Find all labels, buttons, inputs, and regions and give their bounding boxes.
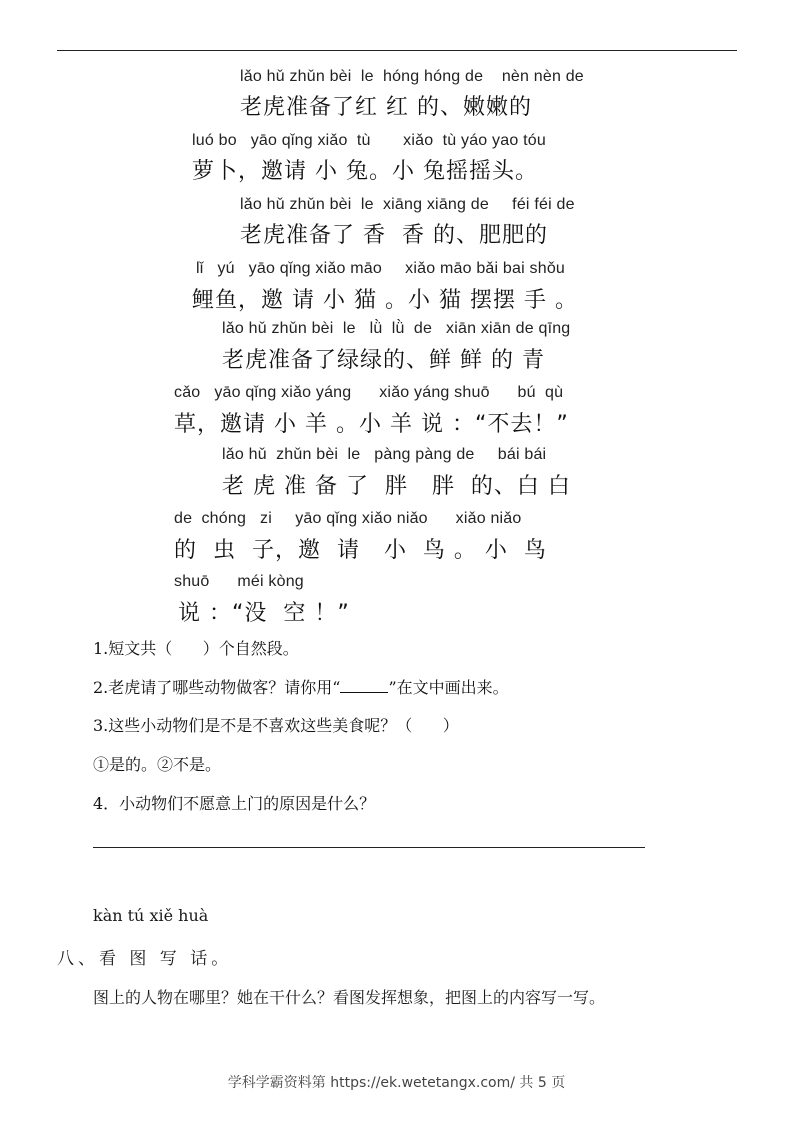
question-2-text-before: 2.老虎请了哪些动物做客？请你用“: [93, 678, 341, 697]
pinyin-line-2: luó bo yāo qǐng xiǎo tù xiǎo tù yáo yao tóu: [192, 132, 546, 149]
hanzi-line-1: 老虎准备了红 红 的、嫩嫩的: [240, 95, 532, 120]
section-8-prompt: 图上的人物在哪里？她在干什么？看图发挥想象，把图上的内容写一写。: [93, 988, 606, 1007]
question-1: 1.短文共（ ）个自然段。: [93, 639, 299, 658]
pinyin-line-1: lǎo hǔ zhǔn bèi le hóng hóng de nèn nèn de: [240, 68, 584, 85]
pinyin-line-6: cǎo yāo qǐng xiǎo yáng xiǎo yáng shuō bú qù: [174, 384, 564, 401]
pinyin-line-9: shuō méi kòng: [174, 573, 304, 590]
pinyin-line-4: lǐ yú yāo qǐng xiǎo māo xiǎo māo bǎi bai shǒu: [196, 260, 566, 277]
question-2-text-after: ”在文中画出来。: [388, 678, 509, 697]
answer-line[interactable]: [93, 847, 645, 848]
section-8-title: 八、看 图 写 话。: [57, 949, 233, 969]
pinyin-line-5: lǎo hǔ zhǔn bèi le lǜ lǜ de xiān xiān de qīng: [222, 320, 571, 337]
pinyin-line-3: lǎo hǔ zhǔn bèi le xiāng xiāng de féi féi de: [240, 196, 575, 213]
question-3: 3.这些小动物们是不是不喜欢这些美食呢？（ ）: [93, 716, 459, 735]
hanzi-line-2: 萝卜，邀请 小 兔。小 兔摇摇头。: [192, 159, 538, 184]
question-3-options: ①是的。②不是。: [93, 755, 222, 774]
hanzi-line-8: 的 虫 子，邀 请 小 鸟 。 小 鸟: [174, 538, 547, 563]
hanzi-line-5: 老虎准备了绿绿的、鲜 鲜 的 青: [222, 348, 545, 373]
section-8-pinyin: kàn tú xiě huà: [93, 906, 209, 925]
hanzi-line-3: 老虎准备了 香 香 的、肥肥的: [240, 223, 548, 248]
question-2: [93, 675, 509, 698]
underline-sample: [340, 678, 388, 693]
hanzi-line-6: 草，邀请 小 羊 。小 羊 说 ：“不去！”: [174, 412, 569, 437]
pinyin-line-8: de chóng zi yāo qǐng xiǎo niǎo xiǎo niǎo: [174, 510, 522, 527]
question-4: 4．小动物们不愿意上门的原因是什么？: [93, 794, 376, 813]
hanzi-line-4: 鲤鱼，邀 请 小 猫 。小 猫 摆摆 手 。: [192, 288, 578, 313]
hanzi-line-7: 老 虎 准 备 了 胖 胖 的、白 白: [222, 474, 571, 499]
header-rule: [57, 50, 737, 51]
pinyin-line-7: lǎo hǔ zhǔn bèi le pàng pàng de bái bái: [222, 446, 547, 463]
hanzi-line-9: 说 ：“没 空 ！”: [178, 601, 350, 626]
page-footer: 学科学霸资料第 https://ek.wetetangx.com/ 共 5 页: [227, 1075, 566, 1091]
